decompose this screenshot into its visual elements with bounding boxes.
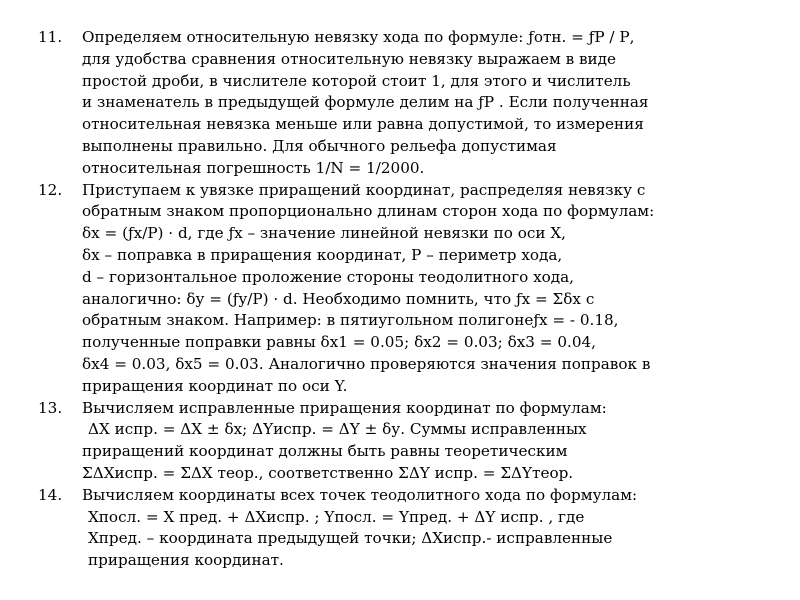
text-line: выполнены правильно. Для обычного рельефа допустимая bbox=[82, 136, 557, 155]
text-line: относительная невязка меньше или равна допустимой, то измерения bbox=[82, 115, 644, 134]
text-line: приращений координат должны быть равны теоретическим bbox=[82, 442, 568, 461]
formula-line: ΔХ испр. = ΔХ ± δх; ΔYиспр. = ΔY ± δу. Суммы исправленных bbox=[88, 420, 587, 439]
formula-line: Хпосл. = Х пред. + ΔХиспр. ; Yпосл. = Yпред. + ΔY испр. , где bbox=[88, 507, 585, 526]
text-line: полученные поправки равны δх1 = 0.05; δх2 = 0.03; δх3 = 0.04, bbox=[82, 333, 596, 352]
text-line: аналогично: δу = (ƒу/Р) · d. Необходимо помнить, что ƒх = Σδх с bbox=[82, 289, 595, 308]
item-number: 12. bbox=[38, 180, 63, 199]
text-line: приращения координат по оси Y. bbox=[82, 376, 348, 395]
text-line: Вычисляем исправленные приращения координат по формулам: bbox=[82, 398, 607, 417]
formula-line: ΣΔХиспр. = ΣΔХ теор., соответственно ΣΔY испр. = ΣΔYтеор. bbox=[82, 463, 574, 482]
text-line: Хпред. – координата предыдущей точки; ΔХиспр.- исправленные bbox=[88, 529, 613, 548]
text-line: δх4 = 0.03, δх5 = 0.03. Аналогично проверяются значения поправок в bbox=[82, 354, 651, 373]
item-number: 13. bbox=[38, 398, 63, 417]
instruction-list bbox=[38, 27, 783, 572]
list-item-12 bbox=[38, 180, 783, 398]
text-line: простой дроби, в числителе которой стоит 1, для этого и числитель bbox=[82, 71, 631, 90]
text-line: обратным знаком пропорционально длинам сторон хода по формулам: bbox=[82, 202, 655, 221]
text-line: обратным знаком. Например: в пятиугольном полигонеƒх = - 0.18, bbox=[82, 311, 619, 330]
list-item-13 bbox=[38, 398, 783, 485]
item-number: 11. bbox=[38, 28, 63, 46]
text-line: и знаменатель в предыдущей формуле делим на ƒР . Если полученная bbox=[82, 93, 649, 112]
text-line: Вычисляем координаты всех точек теодолитного хода по формулам: bbox=[82, 485, 638, 504]
text-line: относительная погрешность 1/N = 1/2000. bbox=[82, 158, 425, 177]
text-line: d – горизонтальное проложение стороны теодолитного хода, bbox=[82, 267, 575, 286]
text-line: δх – поправка в приращения координат, Р – периметр хода, bbox=[82, 245, 563, 264]
text-line: для удобства сравнения относительную невязку выражаем в виде bbox=[82, 49, 617, 68]
list-item-14 bbox=[38, 485, 783, 572]
list-item-11 bbox=[38, 27, 783, 180]
text-line: Приступаем к увязке приращений координат, распределяя невязку с bbox=[82, 180, 646, 199]
text-line: Определяем относительную невязку хода по формуле: ƒотн. = ƒР / Р, bbox=[82, 28, 635, 46]
text-line: δх = (ƒх/Р) · d, где ƒх – значение линейной невязки по оси Х, bbox=[82, 224, 566, 243]
item-number: 14. bbox=[38, 485, 63, 504]
text-line: приращения координат. bbox=[88, 551, 284, 570]
